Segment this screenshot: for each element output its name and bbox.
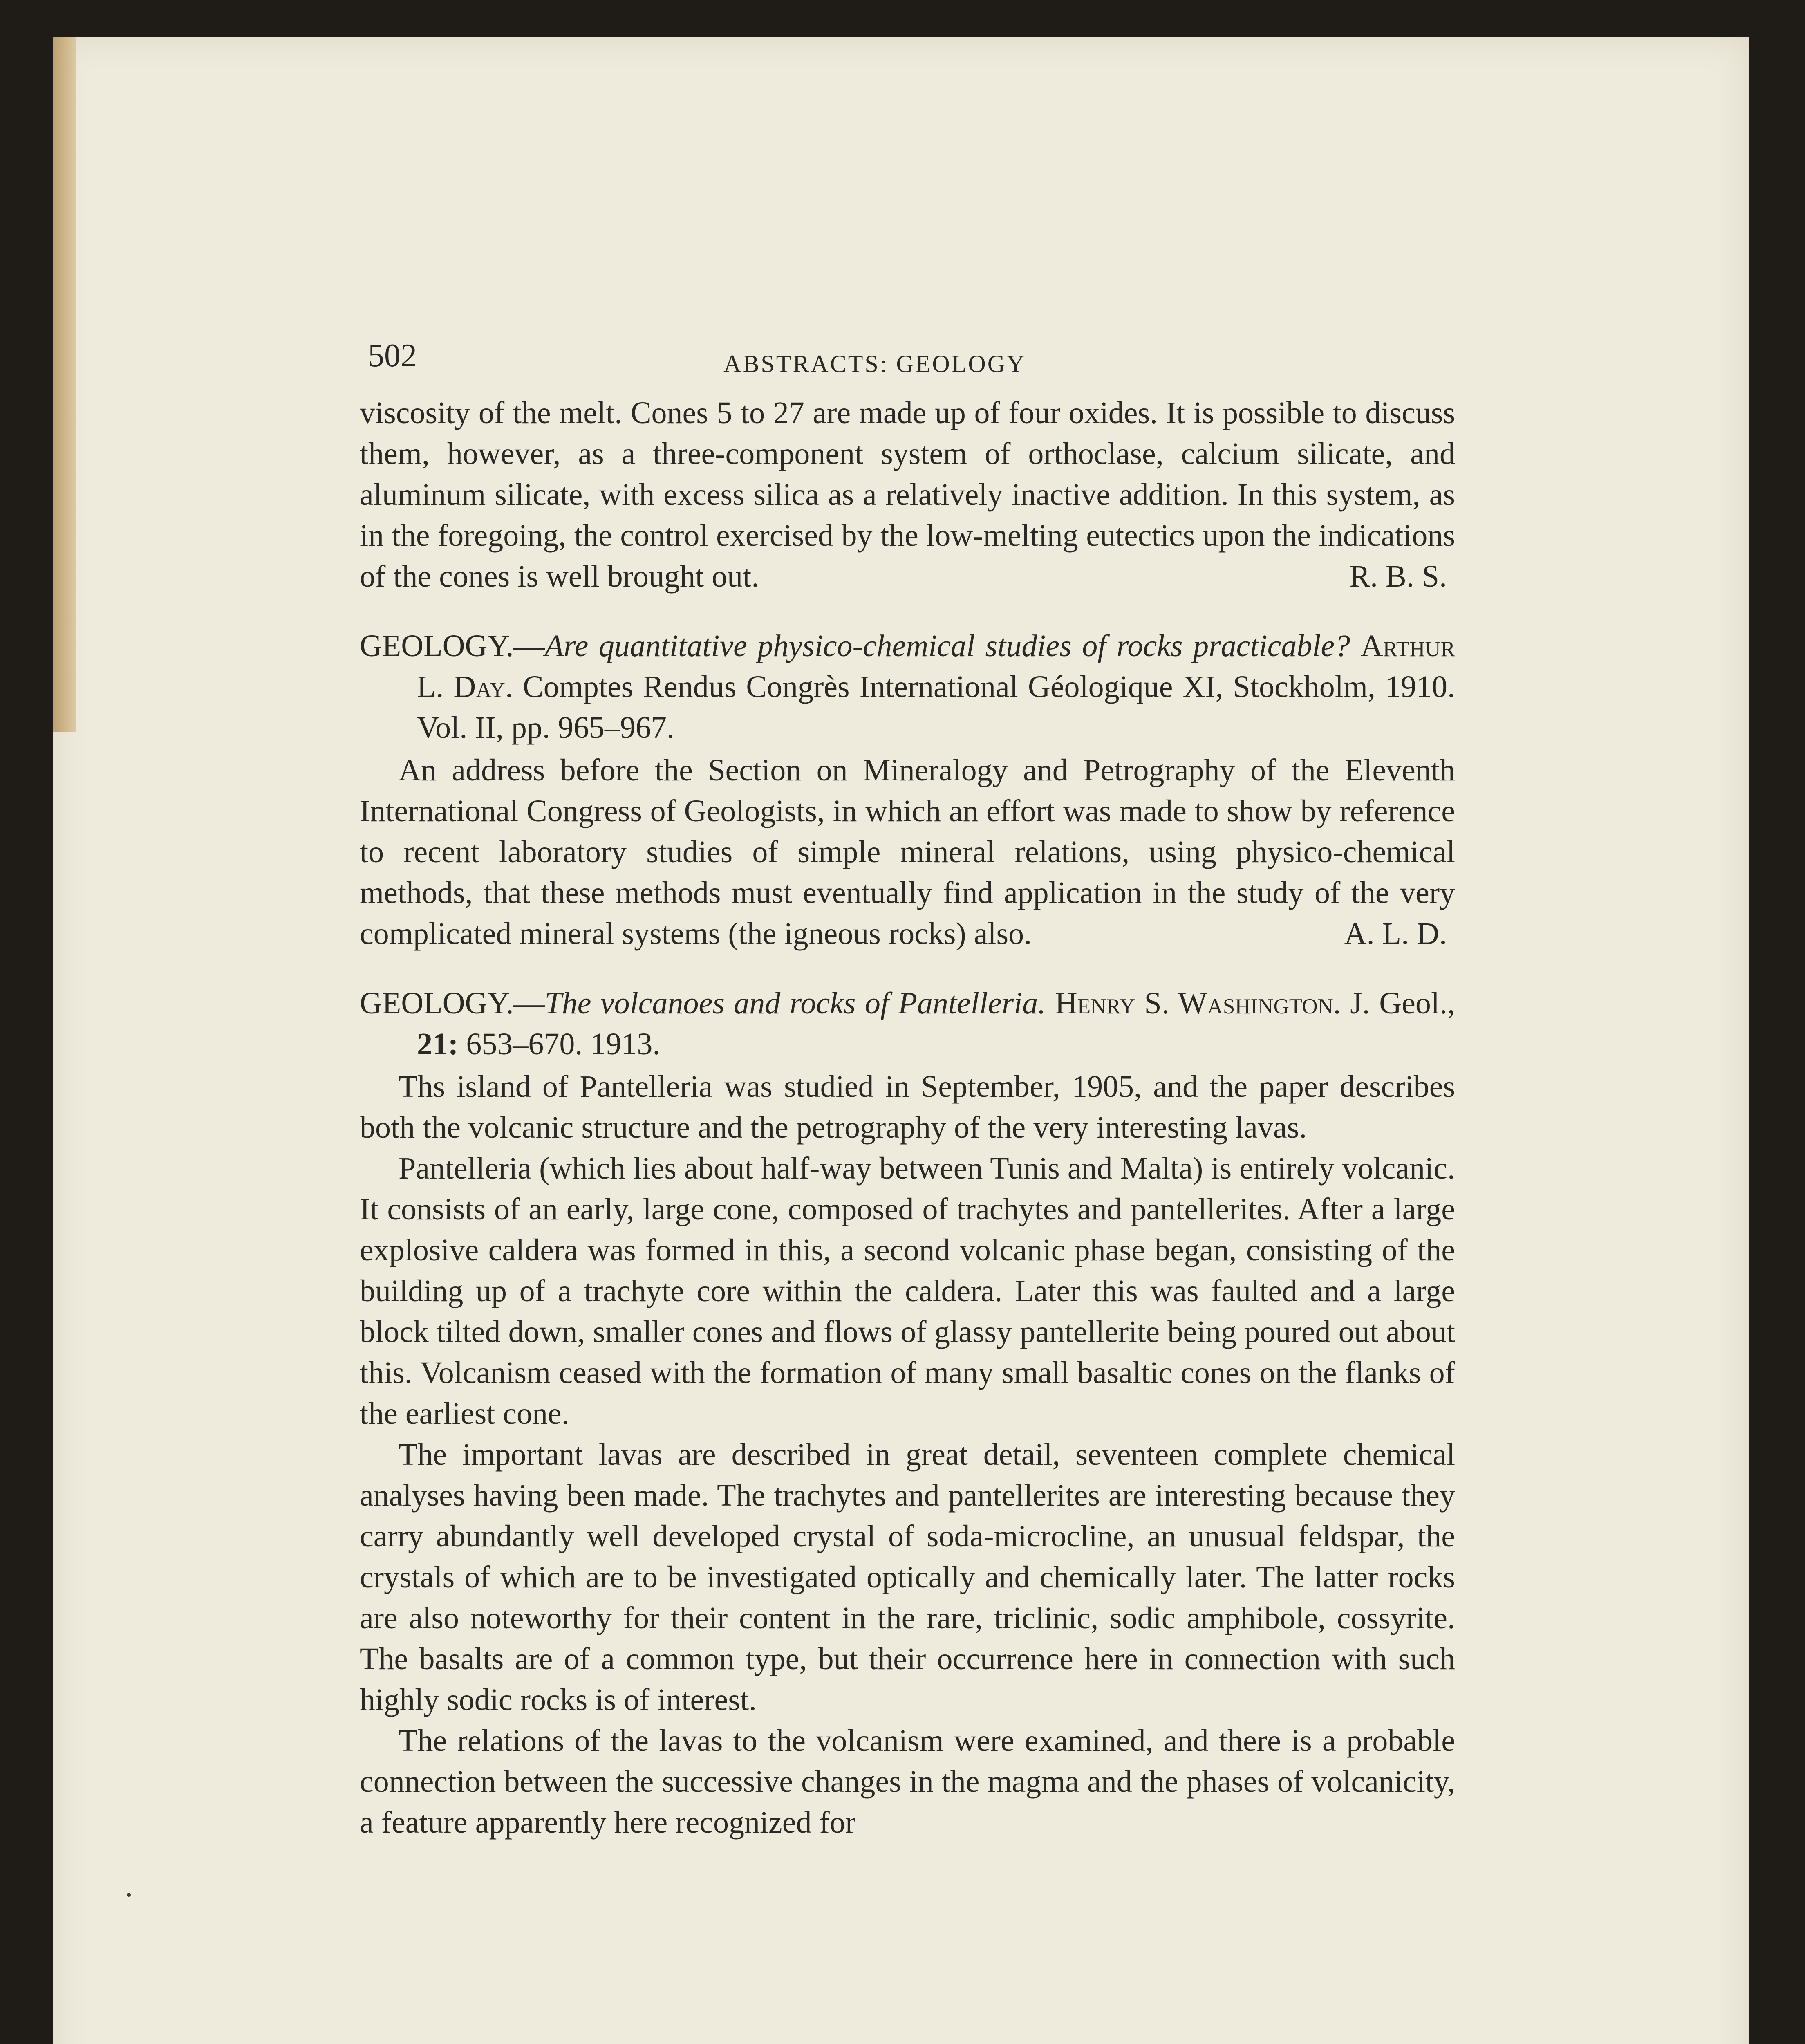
- entry-title: Are quantitative physico-chemical studies of rocks practicable?: [544, 629, 1350, 663]
- entry-citation: J. Geol.,: [1350, 986, 1456, 1020]
- entry-citation: Comptes Rendus Congrès International Géologique XI, Stockholm, 1910. Vol. II, pp. 965–967.: [417, 670, 1456, 745]
- continued-abstract-text: viscosity of the melt. Cones 5 to 27 are made up of four oxides. It is possible to discuss them, however, as a three-component system of orthoclase, calcium silicate, and aluminum silicate, with excess silica as a relatively inactive addition. In this system, as in the foregoing, the control exercised by the low-melting eutectics upon the indications of the cones is well brought out.: [360, 396, 1455, 594]
- entry-pages: 653–670. 1913.: [466, 1027, 661, 1061]
- binding-edge: [53, 37, 76, 732]
- signature-ald: A. L. D.: [1344, 917, 1447, 951]
- entry-author: Arthur L. Day.: [417, 629, 1455, 704]
- entry-heading-day: GEOLOGY.—Are quantitative physico-chemical studies of rocks practicable? Arthur L. Day. Comptes Rendus Congrès International Géologique XI, Stockholm, 1910. Vol. II, pp. 965–967.: [360, 629, 1456, 745]
- entry-body-day: An address before the Section on Mineralogy and Petrography of the Eleventh International Congress of Geologists, in which an effort was made to show by reference to recent laboratory studies of simple mineral relations, using physico-chemical methods, that these methods must eventually find application in the study of the very complicated mineral systems (the igneous rocks) also.: [360, 753, 1455, 951]
- paragraph: Ths island of Pantelleria was studied in September, 1905, and the paper describes both the volcanic structure and the petrography of the very interesting lavas.: [360, 1069, 1455, 1145]
- running-header: [360, 335, 1455, 388]
- paragraph: The relations of the lavas to the volcanism were examined, and there is a probable connection between the successive changes in the magma and the phases of volcanicity, a feature apparently here recognized for: [360, 1724, 1455, 1840]
- page-content: [360, 335, 1455, 1843]
- signature-rbs: R. B. S.: [1349, 559, 1447, 594]
- header-title: ABSTRACTS: GEOLOGY: [723, 350, 1026, 377]
- page-number: 502: [368, 338, 417, 374]
- entry-subject: GEOLOGY.: [360, 986, 514, 1020]
- entry-heading-washington: GEOLOGY.—The volcanoes and rocks of Pantelleria. Henry S. Washington. J. Geol., 21: 653–670. 1913.: [360, 986, 1456, 1061]
- paragraph: The important lavas are described in great detail, seventeen complete chemical analyses having been made. The trachytes and pantellerites are interesting because they carry abundantly well developed crystal of soda-microcline, an unusual feldspar, the crystals of which are to be investigated optically and chemically later. The latter rocks are also noteworthy for their content in the rare, triclinic, sodic amphibole, cossyrite. The basalts are of a common type, but their occurrence here in connection with such highly sodic rocks is of interest.: [360, 1437, 1455, 1717]
- paragraph: Pantelleria (which lies about half-way between Tunis and Malta) is entirely volcanic. It consists of an early, large cone, composed of trachytes and pantellerites. After a large explosive caldera was formed in this, a second volcanic phase began, consisting of the building up of a trachyte core within the caldera. Later this was faulted and a large block tilted down, smaller cones and flows of glassy pantellerite being poured out about this. Volcanism ceased with the formation of many small basaltic cones on the flanks of the earliest cone.: [360, 1151, 1455, 1431]
- paper-speck: [127, 1893, 131, 1897]
- entry-subject: GEOLOGY.: [360, 629, 514, 663]
- entry-author: Henry S. Washington.: [1055, 986, 1341, 1020]
- entry-title: The volcanoes and rocks of Pantelleria.: [544, 986, 1046, 1020]
- entry-volume: 21:: [417, 1027, 459, 1061]
